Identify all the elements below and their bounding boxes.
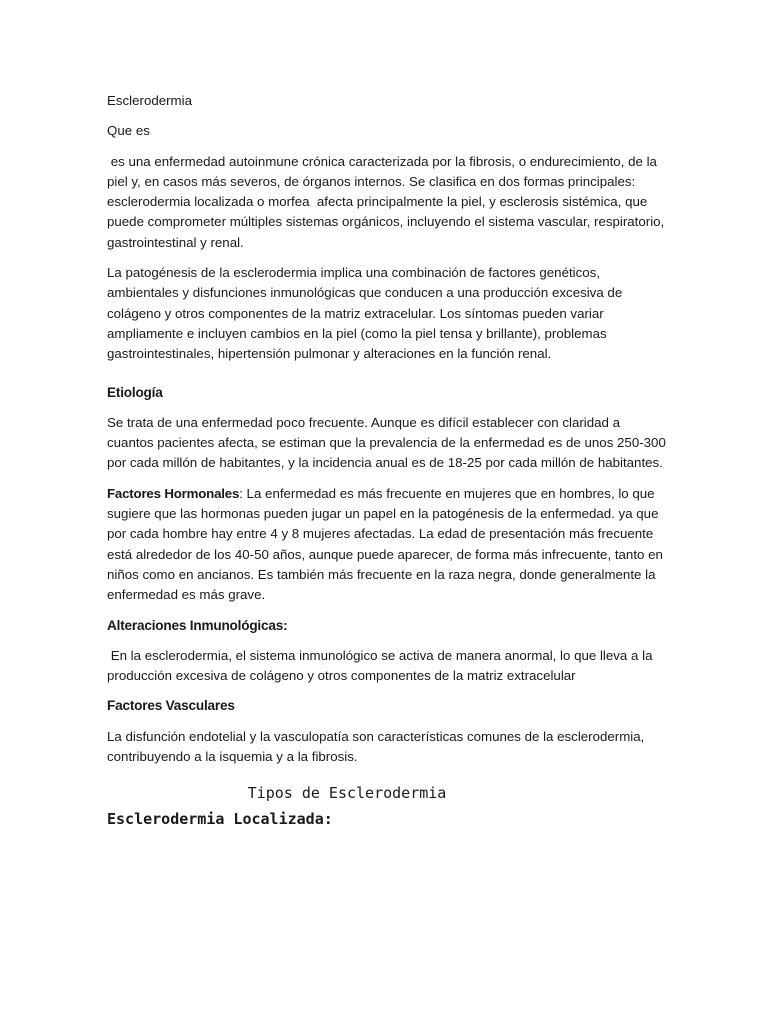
document-title: Esclerodermia: [107, 93, 192, 108]
tipos-heading: Tipos de Esclerodermia: [247, 784, 447, 803]
que-es-heading: Que es: [107, 123, 150, 139]
factores-hormonales-text: : La enfermedad es más frecuente en mujeres que en hombres, lo que sugiere que las hormonas pueden jugar un papel en la patogénesis de la enfermedad. ya que por cada hombre hay entre 4 y 8 mujeres afectadas. La edad de presentación más frecuente está alrededor de los 40-50 años, aunque puede aparecer, de forma más infrecuente, tanto en niños como en ancianos. Es también más frecuente en la raza negra, donde generalmente la enfermedad es más grave.: [107, 485, 663, 603]
factores-vasculares-heading: Factores Vasculares: [107, 698, 235, 714]
paragraph-epidemiology: Se trata de una enfermedad poco frecuente. Aunque es difícil establecer con claridad a cuantos pacientes afecta, se estiman que la prevalencia de la enfermedad es de unos 250-300 por cada millón de habitantes, y la incidencia anual es de 18-25 por cada millón de habitantes.: [107, 414, 666, 471]
etiologia-heading: Etiología: [107, 384, 163, 400]
document-body: [107, 91, 667, 829]
localizada-heading: Esclerodermia Localizada:: [107, 810, 333, 829]
paragraph-hormonal-factors: [107, 484, 667, 606]
paragraph-immunological: En la esclerodermia, el sistema inmunológico se activa de manera anormal, lo que lleva a la producción excesiva de colágeno y otros componentes de la matriz extracelular: [107, 647, 657, 684]
paragraph-definition: es una enfermedad autoinmune crónica caracterizada por la fibrosis, o endurecimiento, de la piel y, en casos más severos, de órganos internos. Se clasifica en dos formas principales: esclerodermia localizada o morfea afecta principalmente la piel, y esclerosis sistémica, que puede comprometer múltiples sistemas orgánicos, incluyendo el sistema vascular, respiratorio, gastrointestinal y renal.: [107, 153, 668, 250]
paragraph-vascular: La disfunción endotelial y la vasculopatía son características comunes de la esclerodermia, contribuyendo a la isquemia y a la fibrosis.: [107, 728, 645, 765]
alteraciones-inmunologicas-heading: Alteraciones Inmunológicas:: [107, 617, 288, 633]
factores-hormonales-label: Factores Hormonales: [107, 485, 240, 501]
paragraph-pathogenesis: La patogénesis de la esclerodermia implica una combinación de factores genéticos, ambientales y disfunciones inmunológicas que conducen a una producción excesiva de colágeno y otros componentes de la matriz extracelular. Los síntomas pueden variar ampliamente e incluyen cambios en la piel (como la piel tensa y brillante), problemas gastrointestinales, hipertensión pulmonar y alteraciones en la función renal.: [107, 265, 623, 362]
blank-line: [107, 365, 667, 383]
blank-line: [107, 767, 667, 783]
